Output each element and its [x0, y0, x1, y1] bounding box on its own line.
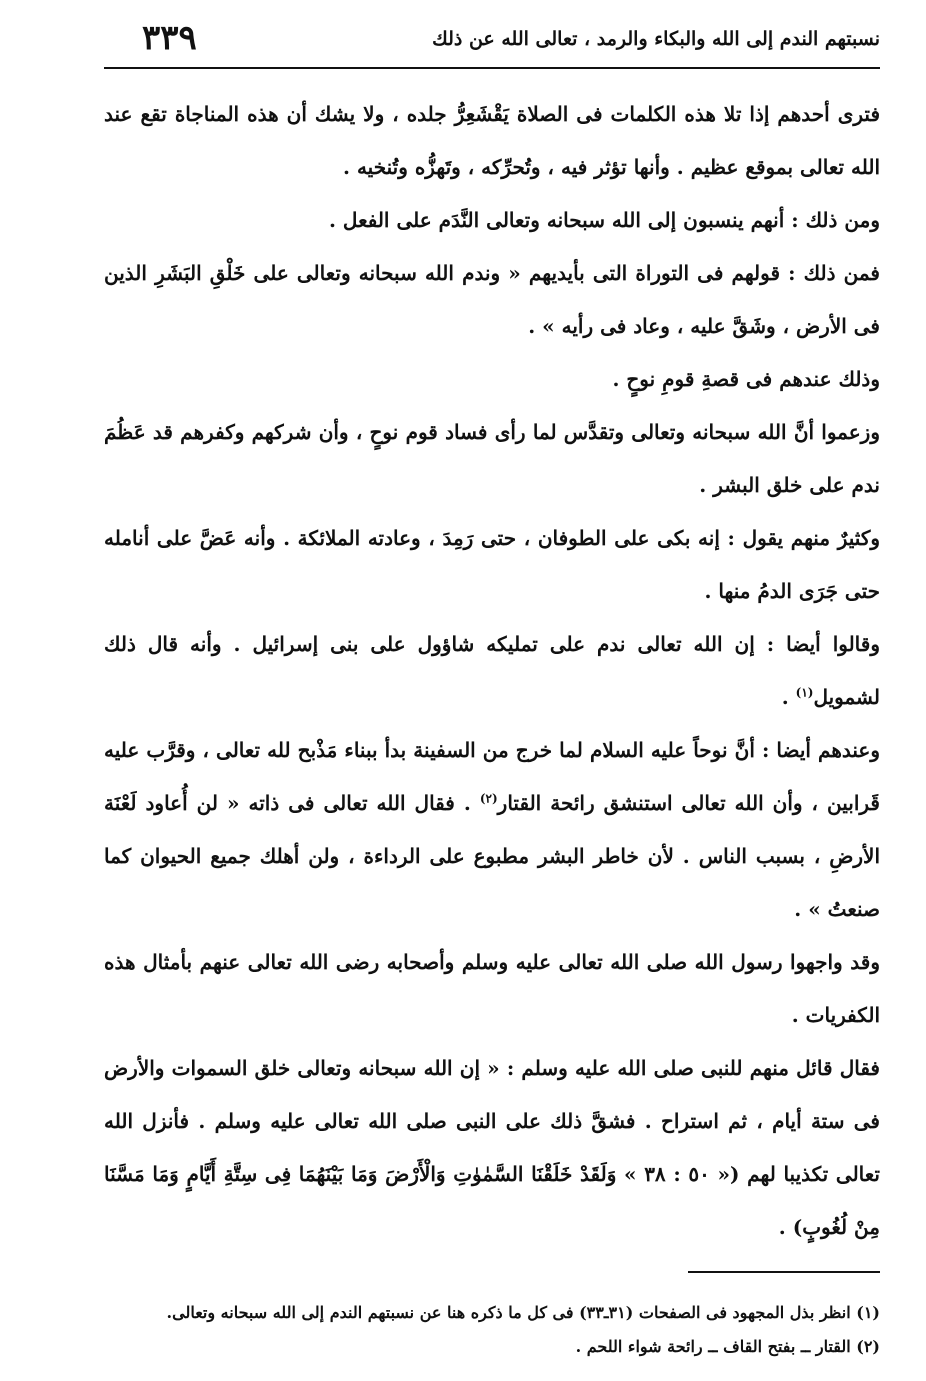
paragraph-7-text: وقالوا أيضا : إن الله تعالى ندم على تمليكه شاؤول على بنى إسرائيل . وأنه قال ذلك لشمويل	[104, 632, 880, 709]
paragraph-10-text: فقال قائل منهم للنبى صلى الله عليه وسلم : « إن الله سبحانه وتعالى خلق السموات والأرض فى ستة أيام ، ثم استراح . فشقَّ ذلك على النبى صلى الله تعالى عليه وسلم . فأنزل الله تعالى تكذيبا لهم (« ٥٠ : ٣٨ »	[104, 1056, 880, 1186]
footnote-1: (١) انظر بذل المجهود فى الصفحات (٣١ـ٣٣) فى كل ما ذكره هنا عن نسبتهم الندم إلى الله سبحانه وتعالى.	[166, 1303, 880, 1322]
page-header	[104, 18, 880, 68]
footnote-ref-1[interactable]: (١)	[795, 685, 814, 700]
paragraph-8-end: . فقال الله تعالى فى ذاته « لن أُعاود لَعْنَة الأرضِ ، بسبب الناس . لأن خاطر البشر مطبوع على الرداءة ، ولن أهلك جميع الحيوان كما صنعتُ » .	[104, 791, 880, 921]
page-number: ٣٣٩	[142, 18, 197, 58]
footnotes	[104, 1296, 880, 1364]
paragraph-10-end: ) .	[778, 1215, 803, 1239]
running-head: نسبتهم الندم إلى الله والبكاء والرمد ، تعالى الله عن ذلك	[432, 28, 880, 50]
paragraph-2: ومن ذلك : أنهم ينسبون إلى الله سبحانه وتعالى النَّدَم على الفعل .	[329, 208, 880, 232]
paragraph-10	[104, 1042, 880, 1254]
paragraph-4: وذلك عندهم فى قصةِ قومِ نوحٍ .	[612, 367, 880, 391]
paragraph-1: فترى أحدهم إذا تلا هذه الكلمات فى الصلاة يَقْشَعِرُّ جلده ، ولا يشك أن هذه المناجاة تقع عند الله تعالى بموقع عظيم . وأنها تؤثر فيه ، وتُحرِّكه ، وتَهزُّه وتُنخيه .	[104, 102, 880, 179]
paragraph-7	[104, 618, 880, 724]
paragraph-5: وزعموا أنَّ الله سبحانه وتعالى وتقدَّس لما رأى فساد قوم نوحٍ ، وأن شركهم وكفرهم قد عَظُمَ ندم على خلق البشر .	[104, 420, 880, 497]
quran-verse: وَلَقَدْ خَلَقْنَا السَّمٰوٰتِ وَالْأَرْضَ وَمَا بَيْنَهُمَا فِى سِتَّةِ أَيَّامٍ وَمَا مَسَّنَا مِنْ لُغُوبٍ	[104, 1162, 880, 1239]
paragraph-7-end: .	[781, 685, 796, 709]
body-text	[104, 88, 880, 1254]
paragraph-3: فمن ذلك : قولهم فى التوراة التى بأيديهم « وندم الله سبحانه وتعالى على خَلْقِ البَشَرِ الذين فى الأرض ، وشَقَّ عليه ، وعاد فى رأيه » .	[104, 261, 880, 338]
header-rule	[104, 67, 880, 69]
footnote-rule	[688, 1271, 880, 1273]
paragraph-6: وكثيرٌ منهم يقول : إنه بكى على الطوفان ، حتى رَمِدَ ، وعادته الملائكة . وأنه عَضَّ على أنامله حتى جَرَى الدمُ منها .	[104, 526, 880, 603]
paragraph-8	[104, 724, 880, 936]
footnote-2: (٢) القتار ــ بفتح القاف ــ رائحة شواء اللحم .	[575, 1337, 880, 1356]
footnote-ref-2[interactable]: (٢)	[479, 791, 498, 806]
paragraph-8-text: وعندهم أيضا : أنَّ نوحاً عليه السلام لما خرج من السفينة بدأ ببناء مَذْبح لله تعالى ، وقرَّب عليه قَرابين ، وأن الله تعالى استنشق رائحة القتار	[104, 738, 880, 815]
paragraph-9: وقد واجهوا رسول الله صلى الله تعالى عليه وسلم وأصحابه رضى الله تعالى عنهم بأمثال هذه الكفريات .	[104, 950, 880, 1027]
